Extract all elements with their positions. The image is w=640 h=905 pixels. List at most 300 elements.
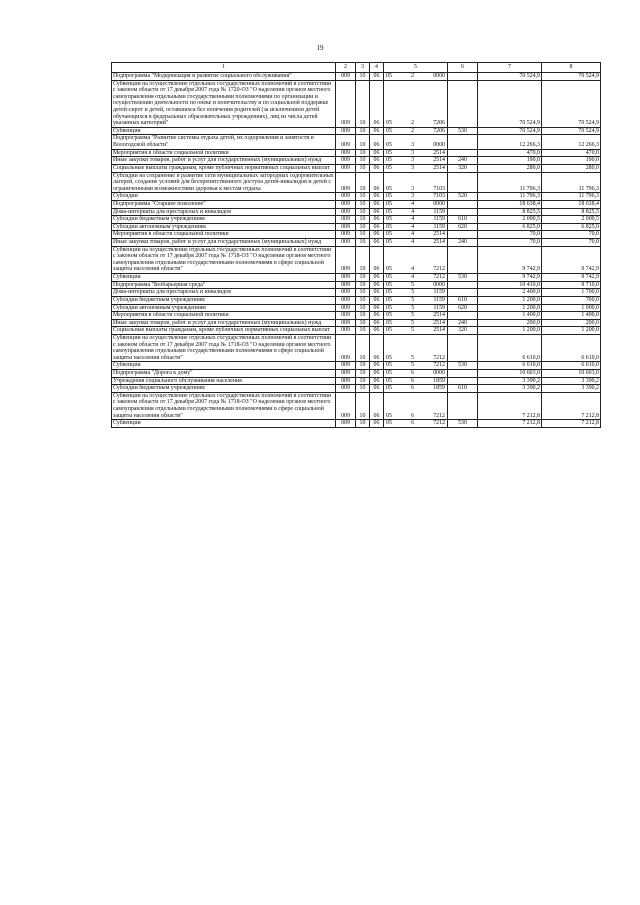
row-expense-type: 530 [448,127,478,135]
row-name: Субвенции [112,127,336,135]
target-article-subprogram: 4 [411,216,415,223]
row-sum-year-2: 18 638,4 [542,200,601,208]
row-sum-year-1: 9 742,9 [478,246,542,273]
row-section-code: 10 [356,223,370,231]
row-name: Субсидии [112,193,336,201]
row-target-article [384,334,448,361]
row-section-code: 10 [356,362,370,370]
row-expense-type: 610 [448,385,478,393]
column-header-2: 2 [336,63,356,73]
target-article-direction: 7206 [433,120,445,127]
column-header-3: 3 [356,63,370,73]
row-section-code: 10 [356,281,370,289]
header-row [112,63,601,73]
row-sum-year-2: 70 524,9 [542,127,601,135]
row-sum-year-1: 1 200,0 [478,304,542,312]
column-header-6: 6 [448,63,478,73]
row-ministry-code: 009 [336,319,356,327]
row-expense-type [448,312,478,320]
row-expense-type [448,149,478,157]
target-article-subprogram: 4 [411,266,415,273]
target-article-subprogram: 2 [411,73,415,79]
row-sum-year-1: 70 524,9 [478,73,542,81]
row-sum-year-1: 3 390,2 [478,385,542,393]
row-sum-year-2: 6 610,0 [542,362,601,370]
row-sum-year-1: 190,0 [478,157,542,165]
target-article-direction: 7212 [433,274,445,281]
row-name: Иные закупки товаров, работ и услуг для государственных (муниципальных) нужд [112,319,336,327]
row-ministry-code: 009 [336,369,356,377]
row-expense-type: 610 [448,216,478,224]
row-expense-type [448,231,478,239]
row-sum-year-1: 70 524,9 [478,127,542,135]
table-row [112,296,601,304]
table-row [112,164,601,172]
row-sum-year-1: 2 400,0 [478,289,542,297]
row-section-code: 10 [356,172,370,193]
target-article-subprogram: 5 [411,362,415,369]
row-subsection-code: 06 [370,304,384,312]
target-article-direction: 1159 [433,289,445,296]
row-sum-year-2: 70 524,9 [542,80,601,127]
row-ministry-code: 009 [336,135,356,149]
row-sum-year-1: 70,0 [478,239,542,247]
row-expense-type [448,73,478,81]
row-name: Субвенции [112,274,336,282]
row-section-code: 10 [356,246,370,273]
table-row [112,208,601,216]
target-article-subprogram: 3 [411,149,415,156]
table-row [112,289,601,297]
target-article-program: 05 [386,362,392,369]
row-expense-type [448,392,478,419]
row-name: Мероприятия в области социальной политики [112,231,336,239]
target-article-parts [385,216,446,223]
row-section-code: 10 [356,164,370,172]
row-sum-year-1: 2 000,5 [478,216,542,224]
table-row [112,334,601,361]
row-section-code: 10 [356,231,370,239]
row-sum-year-2: 6 825,0 [542,223,601,231]
row-ministry-code: 009 [336,164,356,172]
row-expense-type [448,334,478,361]
target-article-program: 05 [386,157,392,164]
row-sum-year-2: 1 200,0 [542,327,601,335]
row-target-article [384,392,448,419]
row-sum-year-2: 70 524,9 [542,73,601,81]
row-ministry-code: 009 [336,200,356,208]
target-article-parts [385,231,446,238]
row-target-article [384,73,448,81]
row-ministry-code: 009 [336,334,356,361]
target-article-program: 05 [386,319,392,326]
table-row [112,304,601,312]
row-sum-year-2: 9 742,9 [542,246,601,273]
row-section-code: 10 [356,200,370,208]
row-name: Субвенции на осуществление отдельных государственных полномочий в соответствии с законом области от 17 декабря 2007 года № 1718-ОЗ "О наделении органов местного самоуправления отдельными государственными полномочиями в сфере социальной защиты населения области" [112,392,336,419]
row-section-code: 10 [356,216,370,224]
row-name: Субсидии бюджетным учреждениям [112,216,336,224]
row-name: Субвенции на осуществление отдельных государственных полномочий в соответствии с законом области от 17 декабря 2007 года № 1720-ОЗ "О наделении органов местного самоуправления отдельными государственными полномочиями по организации и осуществлению деятельности по опеке и попечительству и по социальной поддержке детей-сирот и детей, оставшихся без попечения родителей (за исключением детей обучающихся в федеральных образовательных учреждениях), лиц из числа детей указанных категорий" [112,80,336,127]
row-expense-type [448,377,478,385]
target-article-direction: 2514 [433,327,445,334]
target-article-subprogram: 4 [411,223,415,230]
row-sum-year-2: 1 400,0 [542,312,601,320]
row-subsection-code: 06 [370,164,384,172]
table-row [112,385,601,393]
target-article-direction: 7212 [433,420,445,427]
row-name: Подпрограмма "Дорога к дому" [112,369,336,377]
row-name: Субсидии автономным учреждениям [112,223,336,231]
target-article-parts [385,355,446,362]
row-subsection-code: 06 [370,385,384,393]
row-target-article [384,377,448,385]
row-expense-type: 530 [448,420,478,428]
row-target-article [384,312,448,320]
table-row [112,157,601,165]
row-name: Подпрограмма "Модернизация и развитие социального обслуживания" [112,73,336,81]
row-expense-type: 320 [448,327,478,335]
row-section-code: 10 [356,296,370,304]
target-article-subprogram: 4 [411,200,415,207]
table-row [112,80,601,127]
target-article-parts [385,370,446,377]
row-sum-year-2: 700,0 [542,296,601,304]
target-article-subprogram: 4 [411,239,415,246]
row-section-code: 10 [356,369,370,377]
target-article-direction: 1859 [433,377,445,384]
row-section-code: 10 [356,80,370,127]
target-article-program: 05 [386,274,392,281]
table-row [112,223,601,231]
row-target-article [384,157,448,165]
target-article-program: 05 [386,216,392,223]
row-name: Социальные выплаты гражданам, кроме публичных нормативных социальных выплат [112,327,336,335]
row-sum-year-2: 7 212,8 [542,392,601,419]
target-article-direction: 7103 [433,185,445,192]
row-ministry-code: 009 [336,157,356,165]
target-article-program: 05 [386,164,392,171]
target-article-direction: 2514 [433,157,445,164]
column-header-8: 8 [542,63,601,73]
row-target-article [384,362,448,370]
row-sum-year-2: 280,0 [542,164,601,172]
target-article-subprogram: 3 [411,193,415,200]
row-expense-type: 530 [448,362,478,370]
row-name: Субсидии на сохранение и развитие сети муниципальных загородных оздоровительных лагерей, создание условий для беспрепятственного доступа детей-инвалидов и детей с ограниченными возможностями здоровья к местам отдыха [113,172,334,192]
row-name: Иные закупки товаров, работ и услуг для государственных (муниципальных) нужд [112,239,336,247]
target-article-parts [385,209,446,216]
target-article-program: 05 [386,239,392,246]
target-article-parts [385,239,446,246]
table-row [112,327,601,335]
target-article-program: 05 [386,185,392,192]
row-subsection-code: 06 [370,377,384,385]
target-article-direction: 0000 [433,200,445,207]
row-name: Дома-интернаты для престарелых и инвалидов [112,289,336,297]
target-article-parts [385,420,446,427]
table-row [112,369,601,377]
table-row [112,246,601,273]
table-row [112,362,601,370]
row-subsection-code: 06 [370,157,384,165]
row-ministry-code: 009 [336,149,356,157]
target-article-program: 05 [386,120,392,127]
target-article-program: 05 [386,281,392,288]
row-expense-type: 240 [448,157,478,165]
row-sum-year-2: 470,0 [542,149,601,157]
row-target-article [384,319,448,327]
row-sum-year-1: 70,0 [478,231,542,239]
table-row [112,281,601,289]
row-subsection-code: 06 [370,239,384,247]
row-subsection-code: 06 [370,200,384,208]
row-sum-year-2: 11 796,3 [542,172,601,193]
target-article-direction: 2514 [433,231,445,238]
row-ministry-code: 009 [336,127,356,135]
row-target-article [384,246,448,273]
row-expense-type [448,246,478,273]
table-row [112,135,601,149]
target-article-parts [385,201,446,208]
row-sum-year-1: 10 410,0 [478,281,542,289]
target-article-direction: 2514 [433,319,445,326]
target-article-parts [385,120,446,127]
row-section-code: 10 [356,319,370,327]
target-article-direction: 1859 [433,385,445,392]
row-sum-year-1: 1 200,0 [478,296,542,304]
target-article-parts [385,362,446,369]
target-article-program: 05 [386,127,392,134]
target-article-subprogram: 5 [411,289,415,296]
row-subsection-code: 06 [370,208,384,216]
target-article-parts [385,378,446,385]
row-name: Мероприятия в области социальной политики [112,149,336,157]
target-article-program: 05 [386,142,392,149]
table-row [112,420,601,428]
row-sum-year-2: 1 000,0 [542,304,601,312]
table-row [112,216,601,224]
row-name: Дома-интернаты для престарелых и инвалидов [112,208,336,216]
target-article-direction: 7212 [433,354,445,361]
target-article-parts [385,327,446,334]
row-expense-type [448,200,478,208]
target-article-direction: 2514 [433,149,445,156]
target-article-program: 05 [386,231,392,238]
table-row [112,392,601,419]
row-ministry-code: 009 [336,73,356,81]
row-target-article [384,223,448,231]
target-article-parts [385,320,446,327]
row-section-code: 10 [356,334,370,361]
target-article-parts [385,274,446,281]
row-ministry-code: 009 [336,362,356,370]
target-article-subprogram: 4 [411,208,415,215]
target-article-program: 05 [386,73,392,79]
target-article-subprogram: 5 [411,354,415,361]
row-target-article [384,420,448,428]
target-article-subprogram: 2 [411,120,415,127]
row-name: Мероприятия в области социальной политики [112,312,336,320]
row-name: Подпрограмма "Развитие системы отдыха детей, их оздоровления и занятости в Вологодской области" [112,135,336,149]
row-section-code: 10 [356,157,370,165]
row-subsection-code: 06 [370,193,384,201]
target-article-subprogram: 6 [411,385,415,392]
row-sum-year-1: 9 742,9 [478,274,542,282]
row-subsection-code: 06 [370,231,384,239]
row-expense-type: 620 [448,223,478,231]
target-article-direction: 1159 [433,216,445,223]
row-expense-type: 240 [448,319,478,327]
target-article-direction: 0000 [433,369,445,376]
target-article-parts [385,165,446,172]
row-section-code: 10 [356,312,370,320]
row-section-code: 10 [356,304,370,312]
row-subsection-code: 06 [370,296,384,304]
row-name: Субсидии бюджетным учреждениям [112,296,336,304]
row-expense-type: 530 [448,274,478,282]
target-article-direction: 2514 [433,164,445,171]
row-sum-year-1: 11 796,3 [478,193,542,201]
row-ministry-code: 009 [336,312,356,320]
table-row [112,239,601,247]
row-ministry-code: 009 [336,193,356,201]
target-article-subprogram: 3 [411,157,415,164]
row-sum-year-1: 6 825,0 [478,223,542,231]
target-article-direction: 0000 [433,281,445,288]
row-subsection-code: 06 [370,334,384,361]
row-target-article [384,369,448,377]
row-sum-year-1: 70 524,9 [478,80,542,127]
target-article-program: 05 [386,369,392,376]
row-name: Субсидии бюджетным учреждениям [112,385,336,393]
row-name: Иные закупки товаров, работ и услуг для государственных (муниципальных) нужд [112,157,336,165]
target-article-program: 05 [386,223,392,230]
target-article-direction: 7212 [433,362,445,369]
row-target-article [384,127,448,135]
row-section-code: 10 [356,327,370,335]
row-subsection-code: 06 [370,281,384,289]
row-ministry-code: 009 [336,289,356,297]
row-ministry-code: 009 [336,392,356,419]
target-article-direction: 7103 [433,193,445,200]
row-name: Субвенции на осуществление отдельных государственных полномочий в соответствии с законом области от 17 декабря 2007 года № 1718-ОЗ "О наделении органов местного самоуправления отдельными государственными полномочиями в сфере социальной защиты населения области" [112,246,336,273]
row-sum-year-2: 11 796,3 [542,193,601,201]
row-target-article [384,281,448,289]
target-article-subprogram: 5 [411,312,415,319]
target-article-direction: 7212 [433,266,445,273]
row-expense-type [448,208,478,216]
row-sum-year-2: 3 390,2 [542,385,601,393]
row-ministry-code: 009 [336,296,356,304]
row-sum-year-2: 9 742,9 [542,274,601,282]
row-sum-year-2: 70,0 [542,239,601,247]
row-name: Субсидии автономным учреждениям [112,304,336,312]
row-sum-year-2: 6 610,0 [542,334,601,361]
row-subsection-code: 06 [370,223,384,231]
row-expense-type: 240 [448,239,478,247]
target-article-parts [385,305,446,312]
row-subsection-code: 06 [370,289,384,297]
target-article-program: 05 [386,289,392,296]
target-article-program: 05 [386,312,392,319]
row-subsection-code: 06 [370,246,384,273]
row-ministry-code: 009 [336,420,356,428]
row-target-article [384,274,448,282]
target-article-program: 05 [386,149,392,156]
row-ministry-code: 009 [336,223,356,231]
row-subsection-code: 06 [370,80,384,127]
row-ministry-code: 009 [336,246,356,273]
target-article-subprogram: 6 [411,420,415,427]
target-article-direction: 0000 [433,73,445,79]
target-article-subprogram: 3 [411,142,415,149]
row-name: Субвенции на осуществление отдельных государственных полномочий в соответствии с законом области от 17 декабря 2007 года № 1718-ОЗ "О наделении органов местного самоуправления отдельными государственными полномочиями в сфере социальной защиты населения области" [112,334,336,361]
row-name: Субвенции [112,420,336,428]
target-article-program: 05 [386,208,392,215]
row-section-code: 10 [356,377,370,385]
row-sum-year-1: 470,0 [478,149,542,157]
target-article-direction: 7206 [433,127,445,134]
row-ministry-code: 009 [336,231,356,239]
row-sum-year-1: 10 603,0 [478,369,542,377]
row-ministry-code: 009 [336,385,356,393]
target-article-parts [385,385,446,392]
row-subsection-code: 06 [370,216,384,224]
target-article-subprogram: 5 [411,296,415,303]
row-subsection-code: 06 [370,127,384,135]
row-name: Учреждения социального обслуживания населения [112,377,336,385]
row-section-code: 10 [356,239,370,247]
target-article-parts [385,142,446,149]
row-target-article [384,289,448,297]
row-expense-type [448,135,478,149]
target-article-subprogram: 5 [411,304,415,311]
row-ministry-code: 009 [336,304,356,312]
row-sum-year-2: 2 000,5 [542,216,601,224]
row-expense-type: 610 [448,296,478,304]
row-sum-year-1: 7 212,8 [478,420,542,428]
row-sum-year-2: 3 390,2 [542,377,601,385]
table-row [112,319,601,327]
target-article-parts [385,128,446,135]
target-article-subprogram: 4 [411,274,415,281]
row-section-code: 10 [356,127,370,135]
row-sum-year-2: 8 825,5 [542,208,601,216]
row-expense-type [448,80,478,127]
row-section-code: 10 [356,73,370,81]
row-subsection-code: 06 [370,149,384,157]
row-expense-type: 620 [448,304,478,312]
row-sum-year-1: 7 212,8 [478,392,542,419]
row-subsection-code: 06 [370,172,384,193]
row-sum-year-1: 280,0 [478,164,542,172]
row-section-code: 10 [356,385,370,393]
target-article-parts [385,193,446,200]
row-expense-type [448,369,478,377]
target-article-program: 05 [386,304,392,311]
budget-table [111,62,601,428]
row-sum-year-1: 3 390,2 [478,377,542,385]
target-article-direction: 1159 [433,296,445,303]
row-target-article [384,296,448,304]
row-ministry-code: 009 [336,274,356,282]
target-article-parts [385,186,446,193]
row-target-article [384,385,448,393]
target-article-direction: 1159 [433,304,445,311]
row-ministry-code: 009 [336,208,356,216]
target-article-parts [385,266,446,273]
